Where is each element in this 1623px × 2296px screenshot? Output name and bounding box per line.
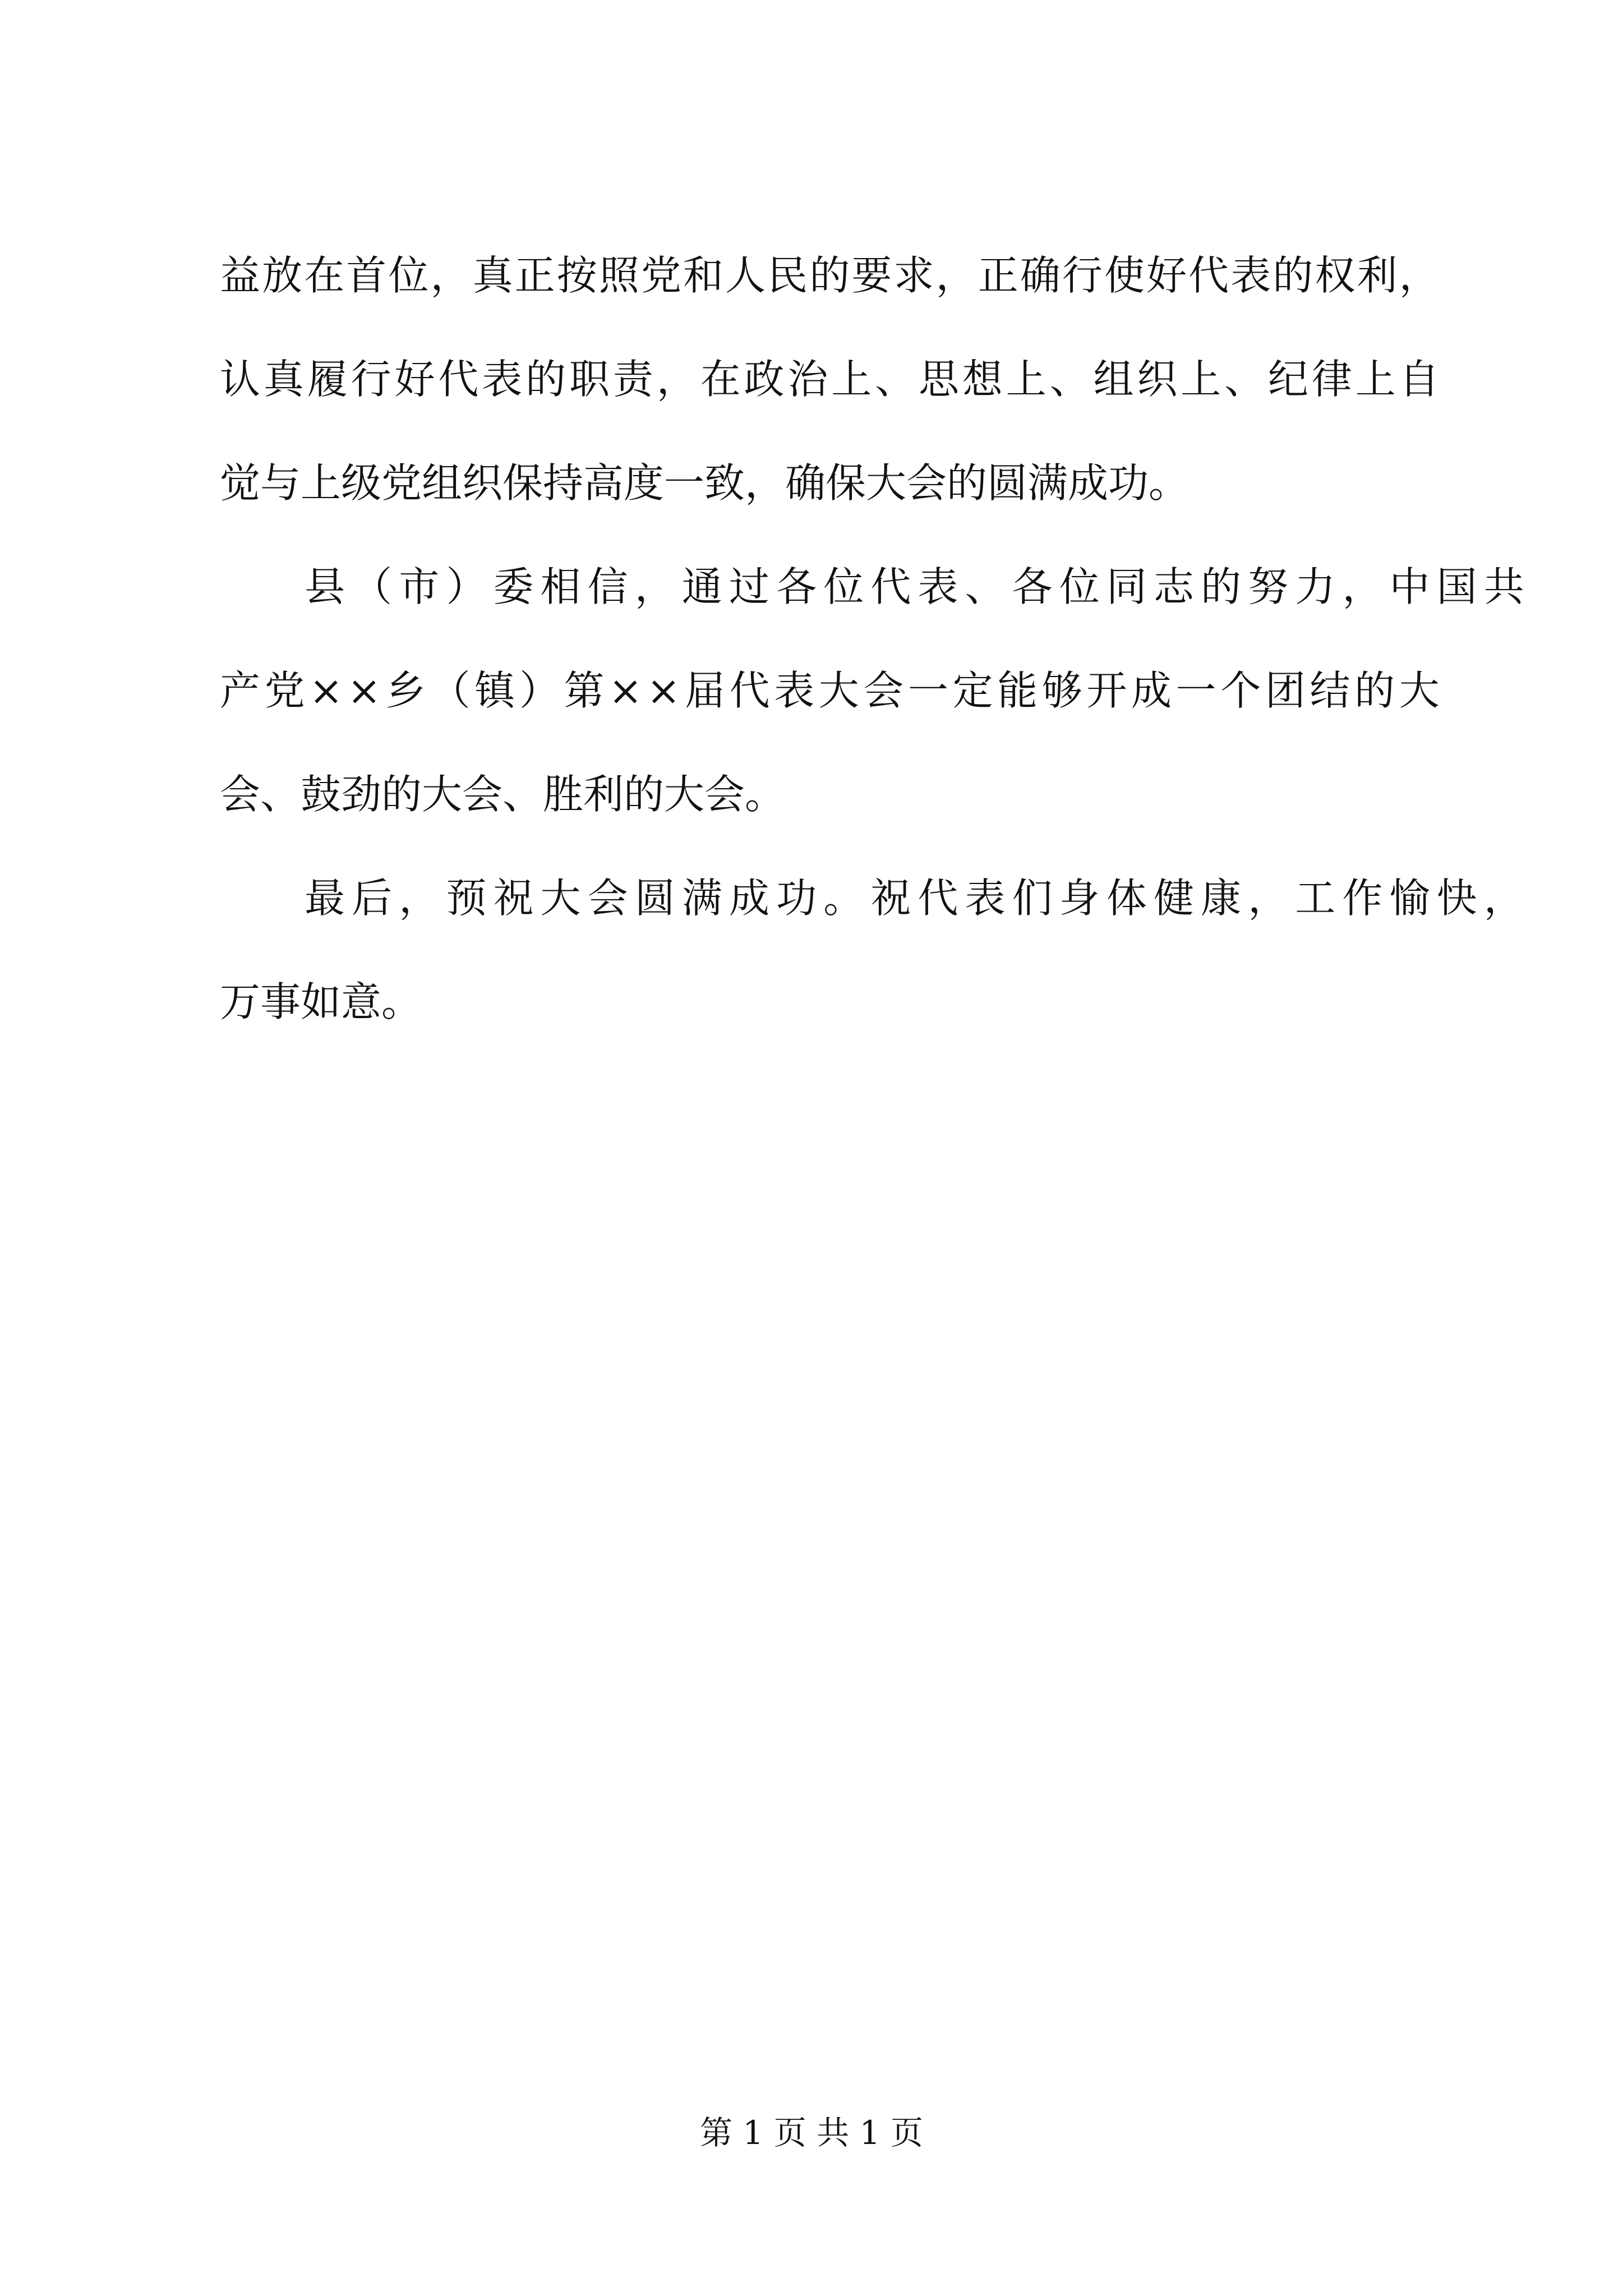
paragraph-1 bbox=[220, 252, 1440, 507]
document-body bbox=[220, 252, 1524, 1085]
page-footer: 第 1 页 共 1 页 bbox=[700, 2114, 923, 2152]
paragraph-line: 益 放 在 首 位 ， 真 正 按 照 党 和 人 民 的 要 求 ， 正 确 行 使 好 代 表 的 权 利 ， bbox=[220, 252, 1440, 299]
paragraph-2 bbox=[220, 563, 1524, 818]
paragraph-line: 产 党 × × 乡 （ 镇 ） 第 × × 届 代 表 大 会 一 定 能 够 开 成 一 个 团 结 的 大 bbox=[220, 667, 1440, 714]
paragraph-line: 县 （ 市 ） 委 相 信 ， 通 过 各 位 代 表 、 各 位 同 志 的 努 力 ， 中 国 共 bbox=[305, 563, 1524, 610]
paragraph-3 bbox=[220, 875, 1524, 1025]
paragraph-line: 万事如意。 bbox=[220, 978, 422, 1025]
paragraph-line: 认 真 履 行 好 代 表 的 职 责 ， 在 政 治 上 、 思 想 上 、 组 织 上 、 纪 律 上 自 bbox=[220, 356, 1440, 403]
paragraph-line: 觉与上级党组织保持高度一致，确保大会的圆满成功。 bbox=[220, 459, 1189, 507]
paragraph-line: 会、鼓劲的大会、胜利的大会。 bbox=[220, 771, 786, 818]
paragraph-line: 最 后 ， 预 祝 大 会 圆 满 成 功 。 祝 代 表 们 身 体 健 康 ， 工 作 愉 快 ， bbox=[305, 875, 1524, 922]
